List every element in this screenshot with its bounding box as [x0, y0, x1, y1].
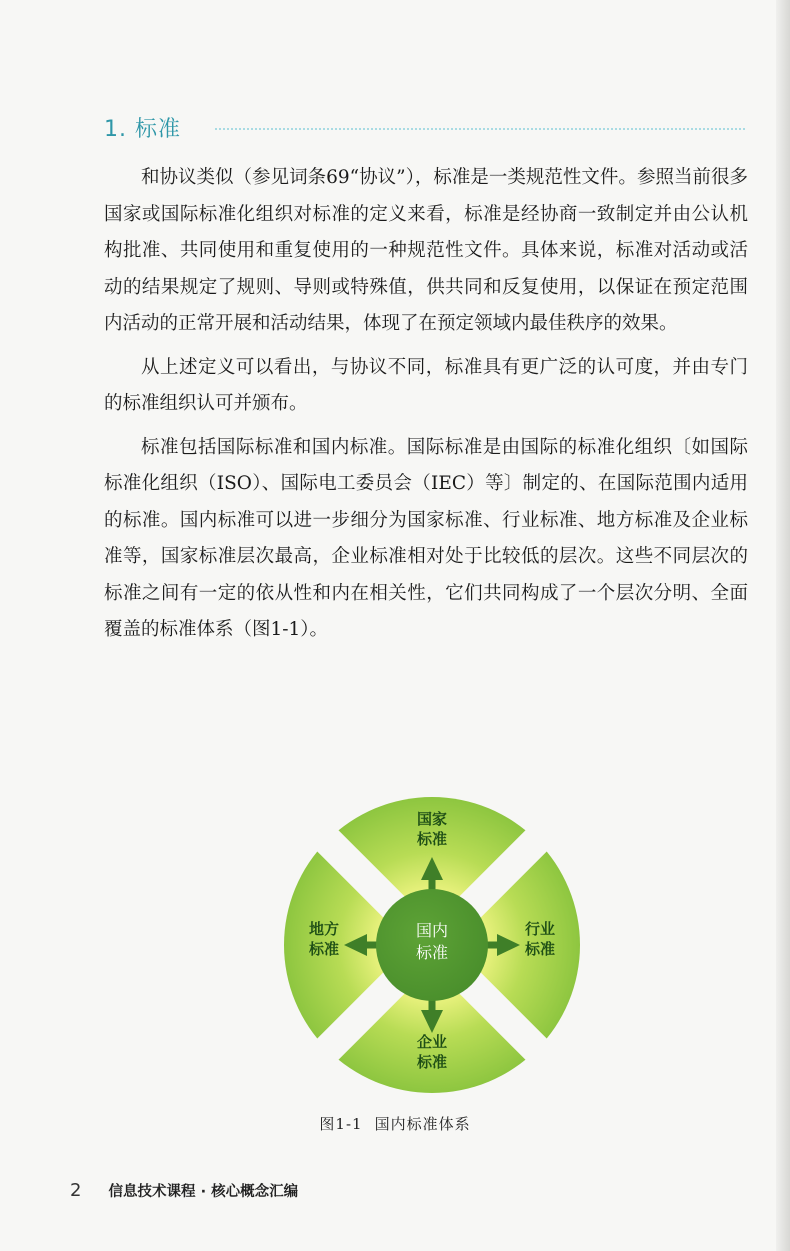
page-footer	[70, 1180, 298, 1201]
segment-right-label-line1: 行业	[524, 920, 556, 938]
heading-dotted-rule	[215, 128, 745, 130]
figure-caption-number: 图1-1	[319, 1115, 363, 1133]
segment-left-label-line1: 地方	[308, 920, 340, 938]
diagram-svg	[282, 795, 582, 1095]
page-edge-shadow	[776, 0, 790, 1251]
segment-top-label-line2: 标准	[416, 830, 448, 848]
segment-right-label-line2: 标准	[524, 940, 556, 958]
segment-top-label-line1: 国家	[416, 810, 448, 828]
paragraph-comparison: 从上述定义可以看出，与协议不同，标准具有更广泛的认可度，并由专门的标准组织认可并颁布。	[104, 356, 748, 414]
standards-system-diagram	[282, 795, 582, 1095]
center-label-line1: 国内	[415, 921, 449, 940]
segment-bottom-label-line1: 企业	[416, 1033, 448, 1051]
paragraph-definition: 和协议类似（参见词条69“协议”），标准是一类规范性文件。参照当前很多国家或国际标准化组织对标准的定义来看，标准是经协商一致制定并由公认机构批准、共同使用和重复使用的一种规范性文件。具体来说，标准对活动或活动的结果规定了规则、导则或特殊值，供共同和反复使用，以保证在预定范围内活动的正常开展和活动结果，体现了在预定领域内最佳秩序的效果。	[104, 167, 748, 334]
figure-caption	[0, 1113, 790, 1134]
segment-bottom-label-line2: 标准	[416, 1053, 448, 1071]
segment-left-label-line2: 标准	[308, 940, 340, 958]
body-text	[104, 160, 748, 656]
page-number: 2	[70, 1180, 82, 1201]
book-title: 信息技术课程 · 核心概念汇编	[108, 1184, 299, 1200]
figure-caption-title: 国内标准体系	[374, 1115, 471, 1133]
section-heading: 1. 标准	[104, 117, 181, 142]
center-label-line2: 标准	[415, 943, 449, 962]
paragraph-classification: 标准包括国际标准和国内标准。国际标准是由国际的标准化组织〔如国际标准化组织（ISO）、国际电工委员会（IEC）等〕制定的、在国际范围内适用的标准。国内标准可以进一步细分为国家标准、行业标准、地方标准及企业标准等，国家标准层次最高，企业标准相对处于比较低的层次。这些不同层次的标准之间有一定的依从性和内在相关性，它们共同构成了一个层次分明、全面覆盖的标准体系（图1-1）。	[104, 436, 748, 640]
